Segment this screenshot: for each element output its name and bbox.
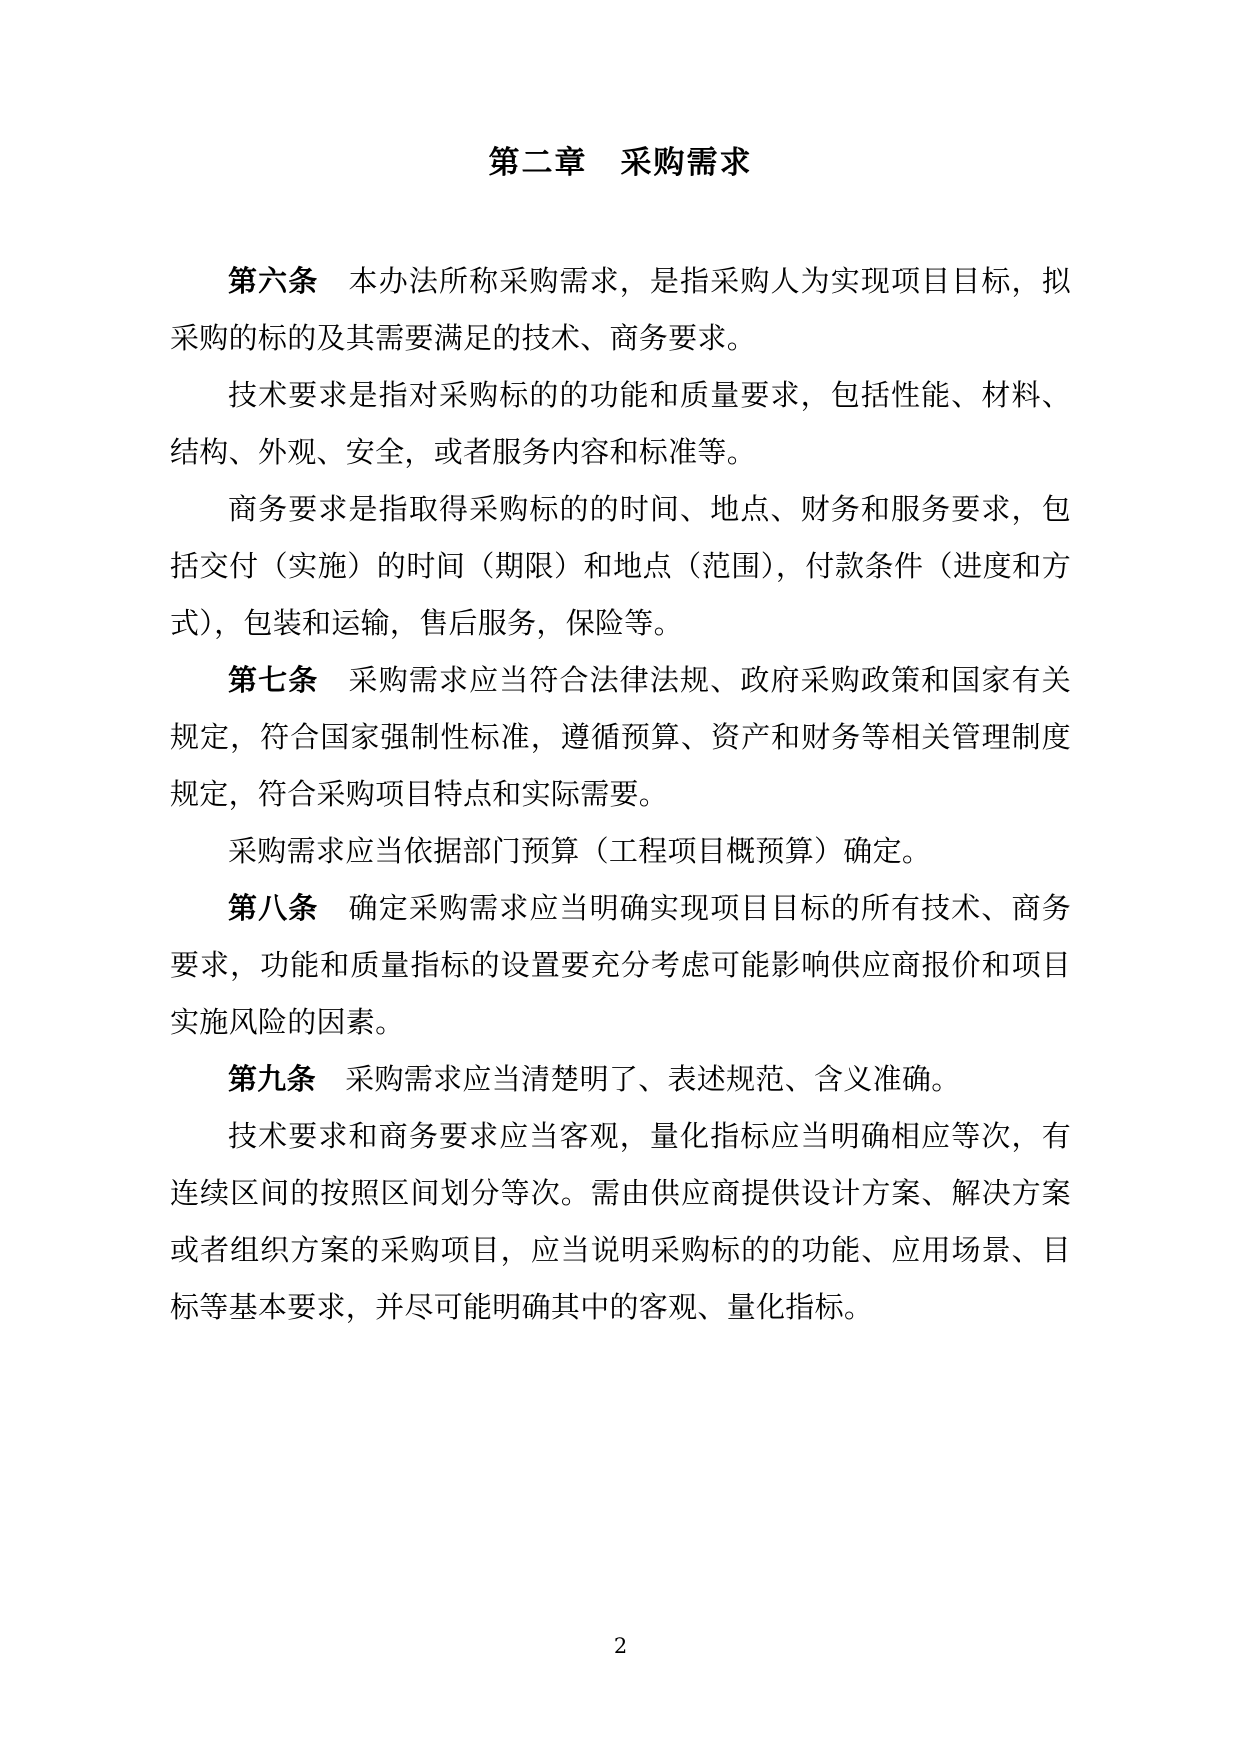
paragraph [170, 481, 1071, 652]
paragraph [170, 652, 1071, 823]
paragraph-text: 本办法所称采购需求，是指采购人为实现项目目标，拟采购的标的及其需要满足的技术、商务要求。 [170, 263, 1071, 355]
paragraph-text: 采购需求应当依据部门预算（工程项目概预算）确定。 [228, 833, 932, 868]
paragraph [170, 1108, 1071, 1336]
paragraph-text: 确定采购需求应当明确实现项目目标的所有技术、商务要求，功能和质量指标的设置要充分考虑可能影响供应商报价和项目实施风险的因素。 [170, 890, 1071, 1039]
paragraph [170, 253, 1071, 367]
article-label: 第九条 [228, 1061, 316, 1096]
page-title: 第二章 采购需求 [488, 145, 753, 181]
article-label: 第七条 [228, 662, 319, 697]
page-number: 2 [613, 1634, 628, 1658]
paragraph [170, 880, 1071, 1051]
article-label: 第六条 [228, 263, 319, 298]
paragraph-text: 技术要求和商务要求应当客观，量化指标应当明确相应等次，有连续区间的按照区间划分等次。需由供应商提供设计方案、解决方案或者组织方案的采购项目，应当说明采购标的的功能、应用场景、目标等基本要求，并尽可能明确其中的客观、量化指标。 [170, 1118, 1071, 1324]
paragraph-text: 采购需求应当清楚明了、表述规范、含义准确。 [315, 1061, 961, 1096]
paragraph [170, 823, 1071, 880]
article-label: 第八条 [228, 890, 319, 925]
paragraph-text: 技术要求是指对采购标的的功能和质量要求，包括性能、材料、结构、外观、安全，或者服务内容和标准等。 [170, 377, 1071, 469]
paragraph-text: 商务要求是指取得采购标的的时间、地点、财务和服务要求，包括交付（实施）的时间（期限）和地点（范围），付款条件（进度和方式），包装和运输，售后服务，保险等。 [170, 491, 1071, 640]
paragraph-text: 采购需求应当符合法律法规、政府采购政策和国家有关规定，符合国家强制性标准，遵循预算、资产和财务等相关管理制度规定，符合采购项目特点和实际需要。 [170, 662, 1071, 811]
paragraph [170, 367, 1071, 481]
paragraph [170, 1051, 1071, 1108]
document-body [170, 253, 1071, 1336]
